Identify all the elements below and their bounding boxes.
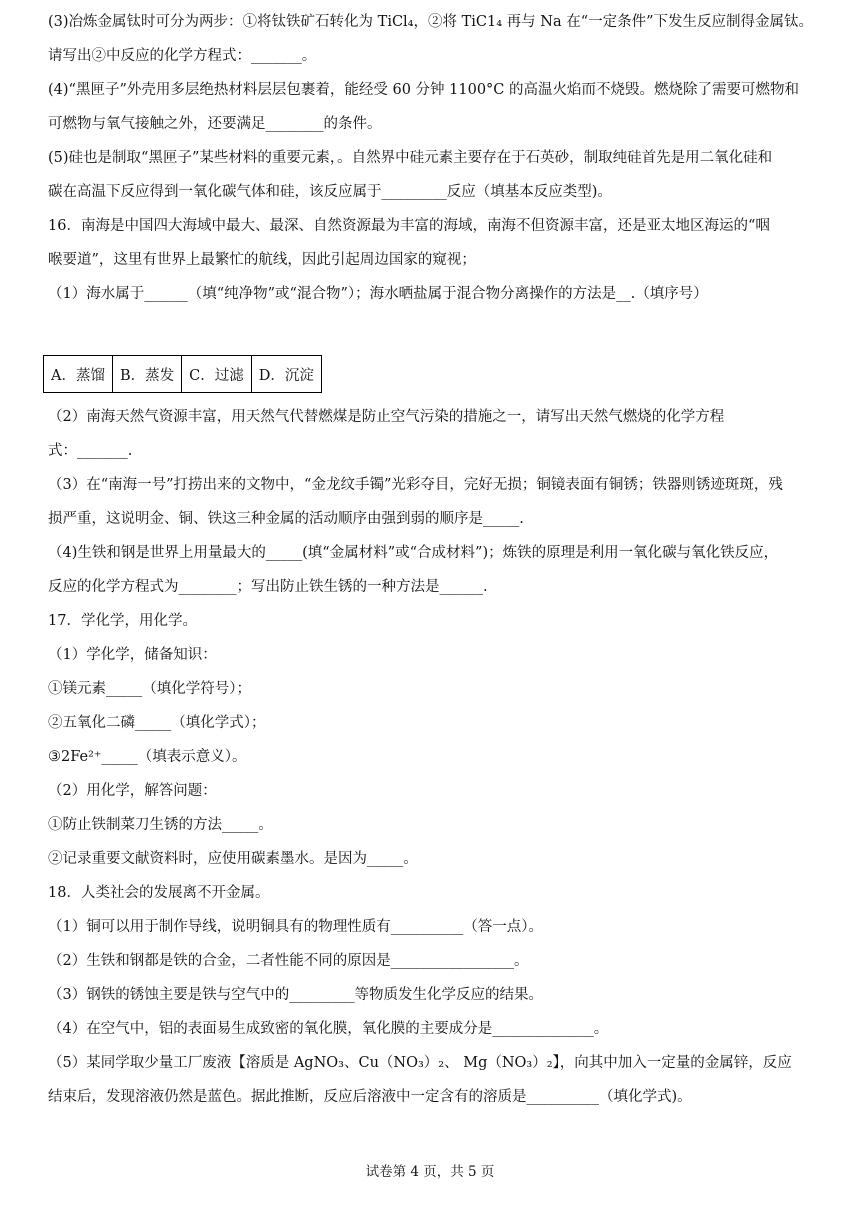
q15-part3-line2: 请写出②中反应的化学方程式：_______。 (48, 48, 317, 64)
q17-item2: ②五氧化二磷_____（填化学式）； (48, 715, 266, 731)
q18-part2: （2）生铁和钢都是铁的合金，二者性能不同的原因是_________________。 (48, 953, 529, 969)
q18-stem: 18．人类社会的发展离不开金属。 (48, 885, 270, 901)
page-footer: 试卷第 4 页，共 5 页 (365, 1164, 495, 1180)
q16-options-table (43, 355, 322, 393)
q16-part3-line2: 损严重，这说明金、铜、铁这三种金属的活动顺序由强到弱的顺序是_____. (48, 511, 524, 527)
q16-stem-line2: 喉要道”，这里有世界上最繁忙的航线，因此引起周边国家的窥视； (48, 252, 476, 268)
q17-part1: （1）学化学，储备知识： (48, 647, 217, 663)
q16-part3-line1: （3）在“南海一号”打捞出来的文物中，“金龙纹手镯”光彩夺目，完好无损；铜镜表面有铜锈；铁器则锈迹斑斑，残 (48, 477, 783, 493)
q17-item5: ②记录重要文献资料时，应使用碳素墨水。是因为_____。 (48, 851, 418, 867)
q16-part4-line2: 反应的化学方程式为________；写出防止铁生锈的一种方法是______. (48, 579, 488, 595)
q15-part4-line2: 可燃物与氧气接触之外，还要满足________的条件。 (48, 116, 382, 132)
q16-part1: （1）海水属于______（填“纯净物”或“混合物”）；海水晒盐属于混合物分离操作的方法是__.（填序号） (48, 286, 708, 302)
option-a: A．蒸馏 (44, 356, 113, 393)
q18-part5-line2: 结束后，发现溶液仍然是蓝色。据此推断，反应后溶液中一定含有的溶质是__________（填化学式)。 (48, 1089, 692, 1105)
q18-part5-line1: （5）某同学取少量工厂废液【溶质是 AgNO₃、Cu（NO₃）₂、 Mg（NO₃）₂】，向其中加入一定量的金属锌，反应 (48, 1055, 792, 1071)
q16-part4-line1: （4)生铁和钢是世界上用量最大的_____(填“金属材料”或“合成材料”)；炼铁的原理是利用一氧化碳与氧化铁反应， (48, 545, 779, 561)
q18-part3: （3）钢铁的锈蚀主要是铁与空气中的_________等物质发生化学反应的结果。 (48, 987, 543, 1003)
q17-item1: ①镁元素_____（填化学符号）； (48, 681, 251, 697)
q16-part2-line2: 式：_______. (48, 443, 133, 459)
option-d: D．沉淀 (251, 356, 321, 393)
q17-item4: ①防止铁制菜刀生锈的方法_____。 (48, 817, 273, 833)
q15-part3-line1: (3)冶炼金属钛时可分为两步：①将钛铁矿石转化为 TiCl₄，②将 TiC1₄ 再与 Na 在“一定条件”下发生反应制得金属钛。 (48, 14, 814, 30)
q16-stem-line1: 16．南海是中国四大海域中最大、最深、自然资源最为丰富的海域，南海不但资源丰富，还是亚太地区海运的“咽 (48, 218, 770, 234)
q18-part4: （4）在空气中，铝的表面易生成致密的氧化膜，氧化膜的主要成分是______________。 (48, 1021, 609, 1037)
q17-stem: 17．学化学，用化学。 (48, 613, 197, 629)
q17-item3: ③2Fe²⁺_____（填表示意义）。 (48, 749, 247, 765)
q17-part2: （2）用化学，解答问题： (48, 783, 217, 799)
option-b: B．蒸发 (112, 356, 181, 393)
q16-part2-line1: （2）南海天然气资源丰富，用天然气代替燃煤是防止空气污染的措施之一，请写出天然气燃烧的化学方程 (48, 409, 725, 425)
q15-part4-line1: (4)“黑匣子”外壳用多层绝热材料层层包裹着，能经受 60 分钟 1100°C 的高温火焰而不烧毁。燃烧除了需要可燃物和 (48, 82, 799, 98)
q15-part5-line2: 碳在高温下反应得到一氧化碳气体和硅，该反应属于_________反应（填基本反应类型)。 (48, 184, 612, 200)
option-c: C．过滤 (182, 356, 252, 393)
q18-part1: （1）铜可以用于制作导线，说明铜具有的物理性质有__________（答一点）。 (48, 919, 543, 935)
q15-part5-line1: (5)硅也是制取“黑匣子”某些材料的重要元素，。自然界中硅元素主要存在于石英砂，制取纯硅首先是用二氧化硅和 (48, 150, 773, 166)
